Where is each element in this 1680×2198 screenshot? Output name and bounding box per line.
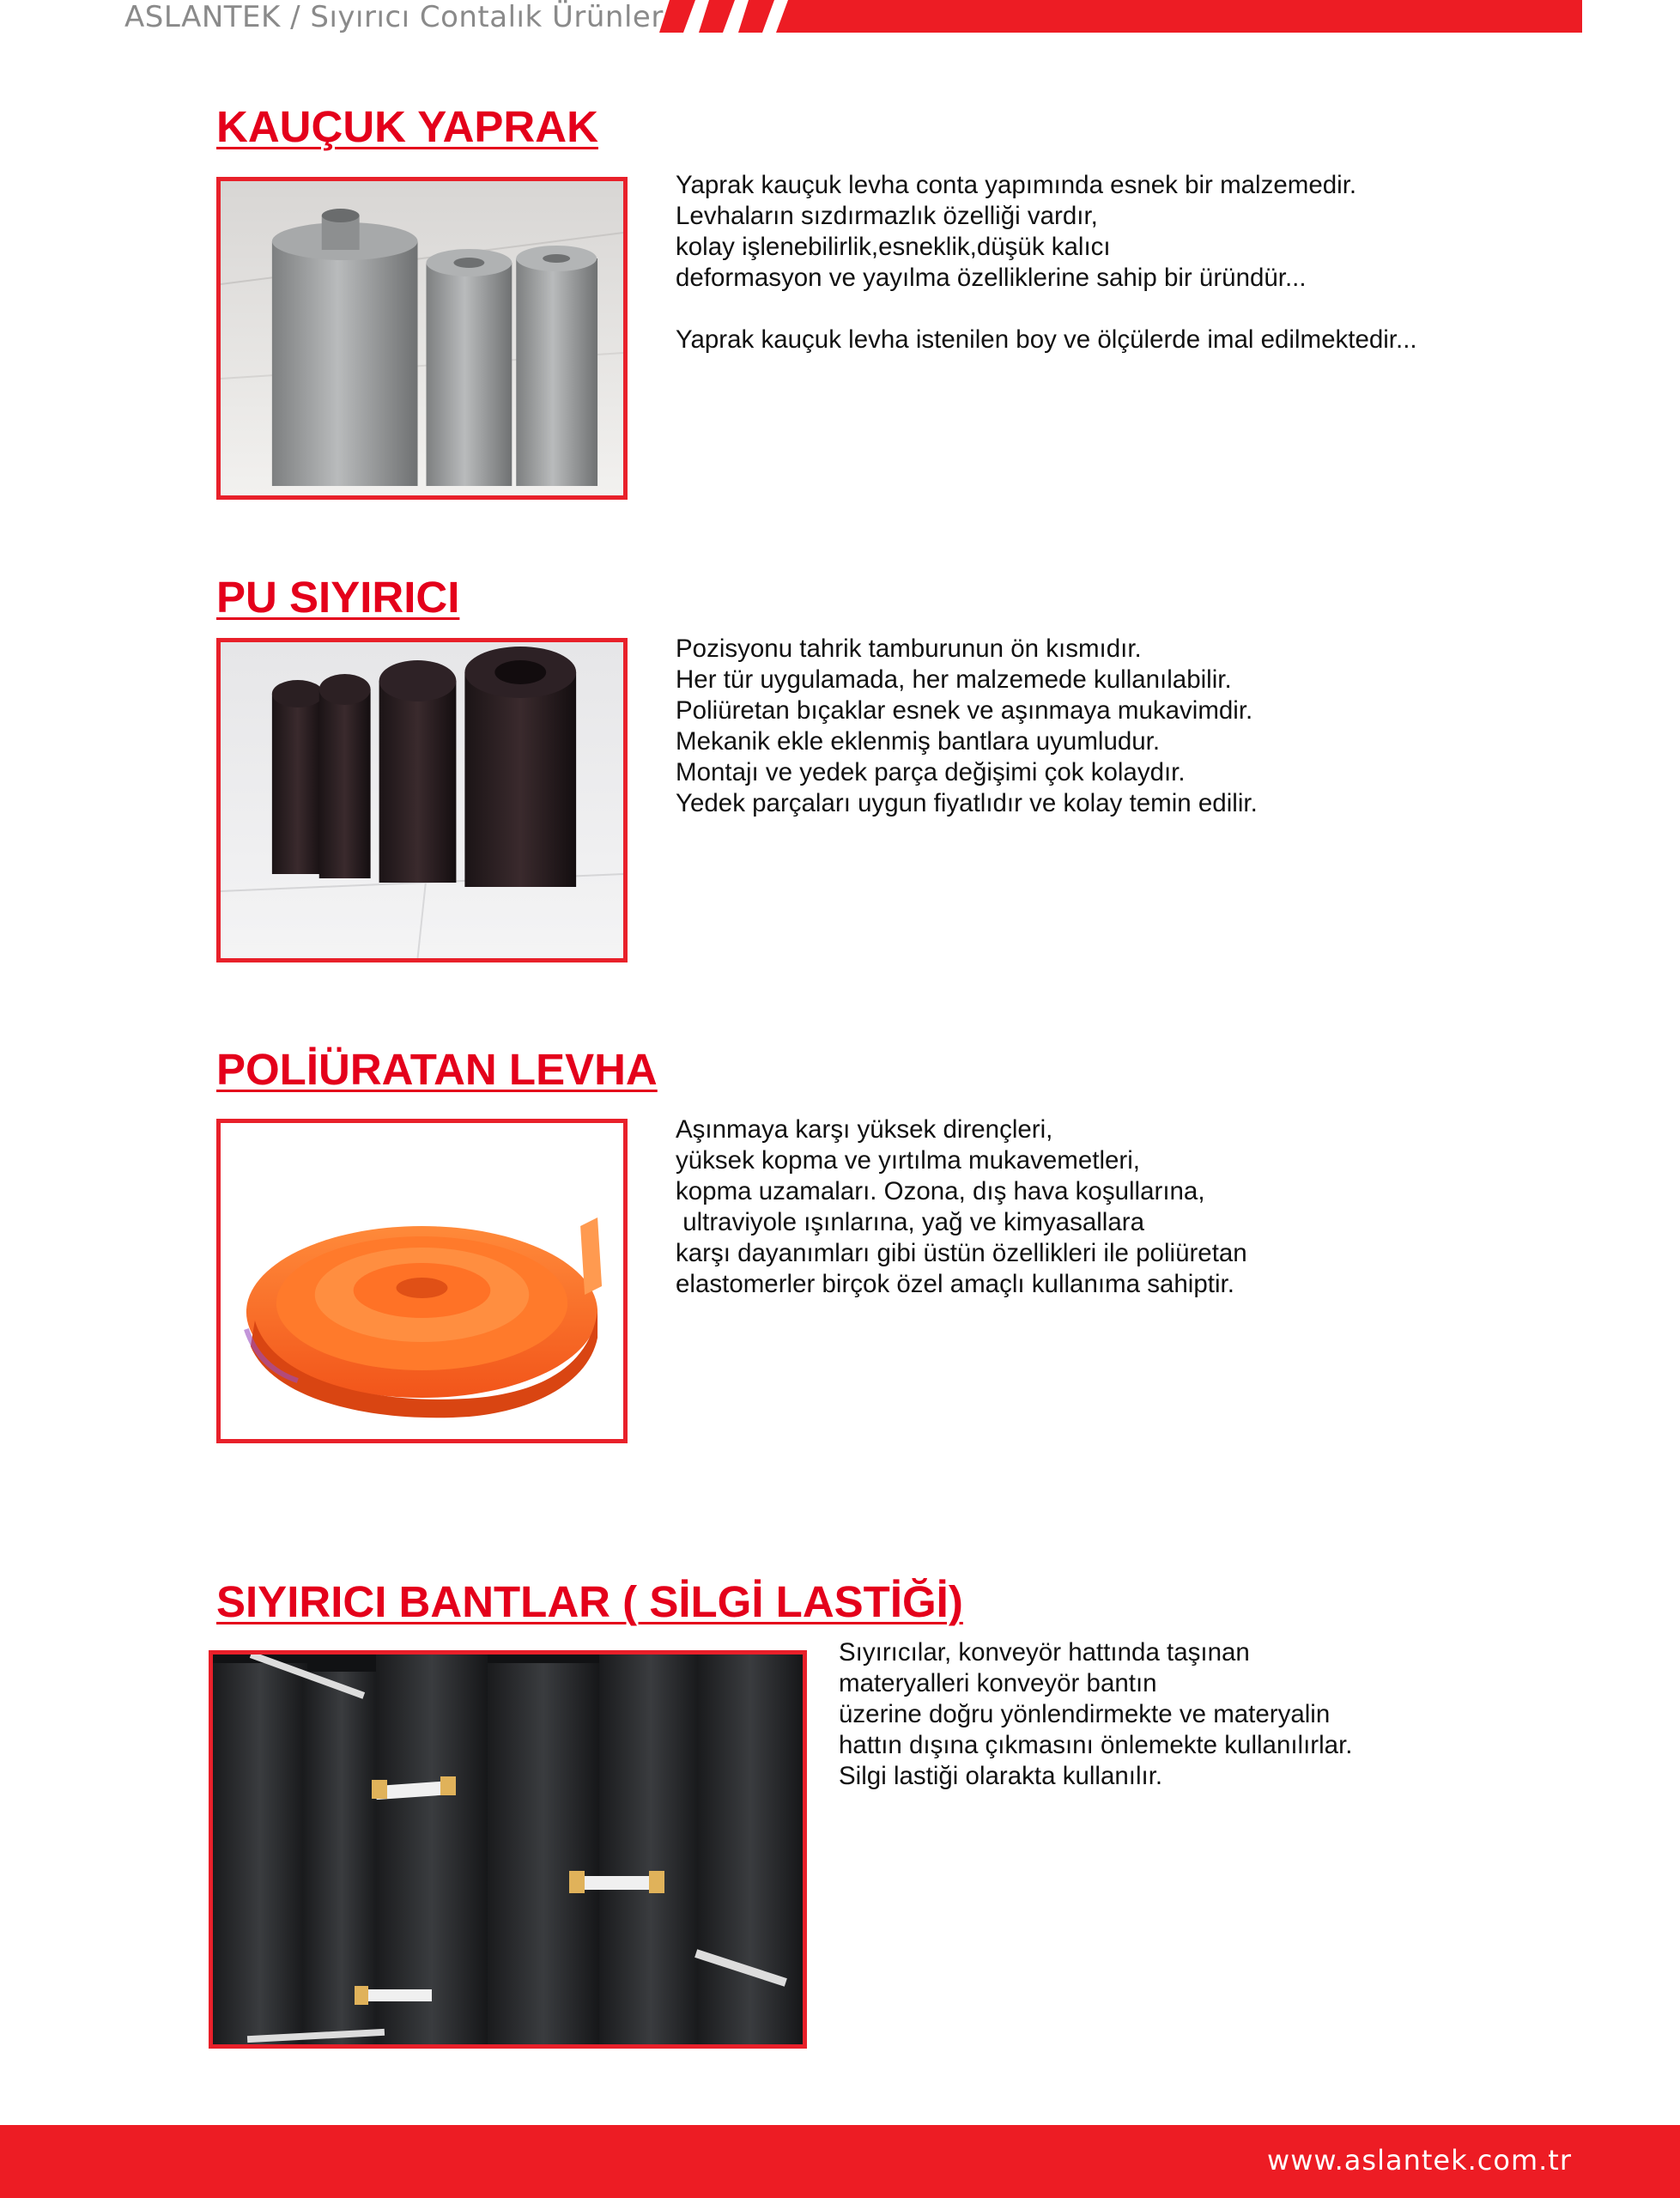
description-line: Aşınmaya karşı yüksek dirençleri, (676, 1115, 1053, 1144)
description-line: Yedek parçaları uygun fiyatlıdır ve kolay temin edilir. (676, 789, 1258, 817)
description-line: kopma uzamaları. Ozona, dış hava koşullarına, (676, 1177, 1205, 1205)
header-stripe-decoration (659, 0, 1582, 33)
description-line: Silgi lastiği olarakta kullanılır. (839, 1762, 1163, 1790)
description-line: Poliüretan bıçaklar esnek ve aşınmaya mukavimdir. (676, 696, 1253, 725)
description-line: Sıyırıcılar, konveyör hattında taşınan (839, 1638, 1250, 1667)
description-line: Yaprak kauçuk levha conta yapımında esnek bir malzemedir. (676, 171, 1357, 199)
description-line: karşı dayanımları gibi üstün özellikleri ile poliüretan (676, 1239, 1247, 1267)
description-line: Yaprak kauçuk levha istenilen boy ve ölçülerde imal edilmektedir... (676, 325, 1417, 354)
description-line: Montajı ve yedek parça değişimi çok kolaydır. (676, 758, 1186, 786)
description-line: deformasyon ve yayılma özelliklerine sahip bir üründür... (676, 264, 1307, 292)
product-photo-siyirici-bantlar (209, 1650, 807, 2049)
description-line: yüksek kopma ve yırtılma mukavemetleri, (676, 1146, 1140, 1175)
section-title-pu-siyirici: PU SIYIRICI (216, 573, 460, 622)
section-description-poliuratan-levha (676, 1114, 1247, 1300)
description-line: kolay işlenebilirlik,esneklik,düşük kalıcı (676, 233, 1111, 261)
footer-website-link[interactable]: www.aslantek.com.tr (1267, 2144, 1572, 2177)
section-title-siyirici-bantlar: SIYIRICI BANTLAR ( SİLGİ LASTİĞİ) (216, 1577, 963, 1626)
description-line: Pozisyonu tahrik tamburunun ön kısmıdır. (676, 635, 1142, 663)
description-line: ultraviyole ışınlarına, yağ ve kimyasallara (676, 1208, 1144, 1236)
section-description-siyirici-bantlar (839, 1637, 1352, 1792)
description-line: Levhaların sızdırmazlık özelliği vardır, (676, 202, 1098, 230)
product-photo-pu-siyirici (216, 638, 628, 962)
product-photo-poliuratan-levha (216, 1119, 628, 1443)
description-line: Mekanik ekle eklenmiş bantlara uyumludur. (676, 727, 1161, 756)
footer-bar (0, 2125, 1680, 2198)
description-line: üzerine doğru yönlendirmekte ve materyalin (839, 1700, 1331, 1728)
section-title-kaucuk-yaprak: KAUÇUK YAPRAK (216, 102, 598, 151)
description-line: Her tür uygulamada, her malzemede kullanılabilir. (676, 665, 1232, 694)
section-description-pu-siyirici (676, 634, 1258, 819)
description-line: hattın dışına çıkmasını önlemekte kullanılırlar. (839, 1731, 1353, 1759)
description-line: materyalleri konveyör bantın (839, 1669, 1157, 1697)
section-title-poliuratan-levha: POLİÜRATAN LEVHA (216, 1045, 658, 1094)
document-header-title: ASLANTEK / Sıyırıcı Contalık Ürünler (124, 0, 664, 34)
description-line: elastomerler birçok özel amaçlı kullanıma sahiptir. (676, 1270, 1234, 1298)
section-description-kaucuk-yaprak (676, 170, 1417, 355)
product-photo-kaucuk-yaprak (216, 177, 628, 500)
